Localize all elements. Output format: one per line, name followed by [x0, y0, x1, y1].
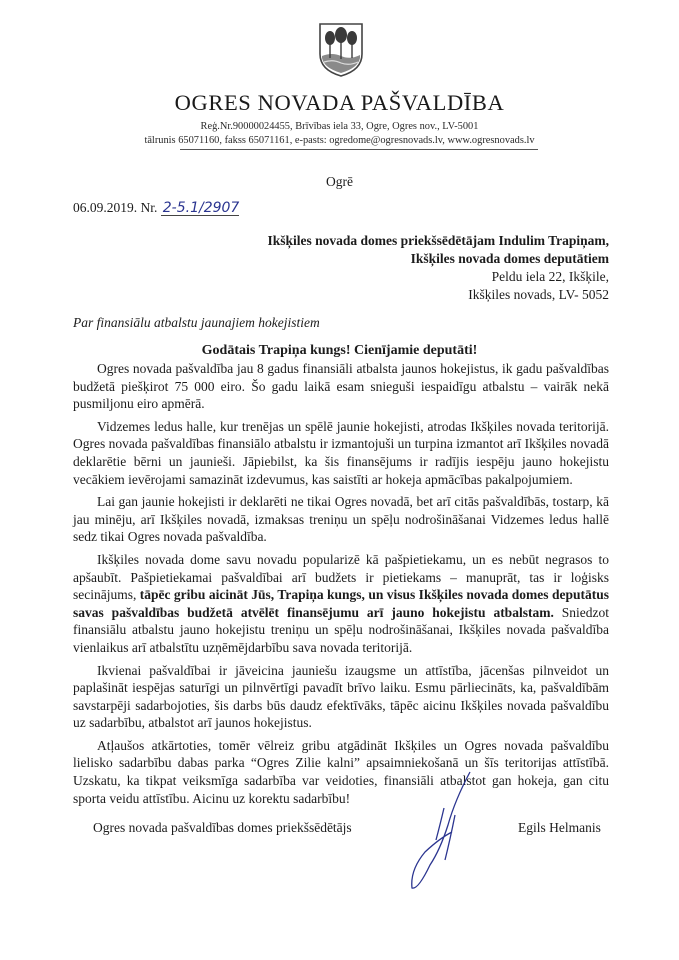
body-paragraph: Ikvienai pašvaldībai ir jāveicina jauniešu izaugsme un attīstība, jācenšas pilnveidot un paplašināt iespējas saturīgi un pilnvērtīgi pavadīt brīvo laiku. Esmu pārliecināts, ka, pašvaldībām savstarpēji sadarbojoties, šis darbs būs daudz efektīvāks, tāpēc aicinu Ikšķiles novada pašvaldību uz sadarbību, atbalstot arī jaunos hokejistus. — [73, 662, 609, 731]
signatory-title: Ogres novada pašvaldības domes priekšsēdētājs — [93, 820, 352, 835]
signatory-name: Egils Helmanis — [518, 820, 601, 835]
organization-name: OGRES NOVADA PAŠVALDĪBA — [174, 90, 505, 115]
registration-number: 2-5.1/2907 — [162, 200, 240, 216]
addressee-address: Ikšķiles novads, LV- 5052 — [468, 287, 609, 302]
letter-city: Ogrē — [326, 174, 353, 189]
date-and-number — [73, 200, 239, 216]
addressee-line: Ikšķiles novada domes priekšsēdētājam Indulim Trapiņam, — [267, 233, 609, 248]
letter-body — [73, 360, 609, 812]
paragraph-text: Sniedzot finansiālu atbalstu jauno hokejistu treniņu un spēļu nodrošināšanai, Ikšķiles novada pašvaldība vienlaikus arī atbalstītu uzņēmējdarbību sava novada teritorijā. — [73, 604, 609, 655]
body-paragraph — [73, 551, 609, 657]
letter-greeting: Godātais Trapiņa kungs! Cienījamie deputāti! — [201, 343, 478, 358]
coat-of-arms-icon — [318, 22, 364, 78]
addressee-address: Peldu iela 22, Ikšķile, — [491, 269, 609, 284]
contact-line: tālrunis 65071160, fakss 65071161, e-pasts: ogredome@ogresnovads.lv, www.ogresnovads.lv — [144, 135, 535, 146]
registration-line: Reģ.Nr.90000024455, Brīvības iela 33, Ogre, Ogres nov., LV-5001 — [200, 121, 479, 132]
letter-date: 06.09.2019. Nr. — [73, 200, 158, 215]
handwritten-signature-icon — [400, 770, 480, 900]
addressee-block — [267, 232, 609, 304]
emphasized-request: tāpēc gribu aicināt Jūs, Trapiņa kungs, un visus Ikšķiles novada domes deputātus savas pašvaldības budžetā atvēlēt finansējumu arī jauno hokejistu atbalstam. — [73, 587, 609, 620]
paragraph-text: Ikšķiles novada dome savu novadu popularizē kā pašpietiekamu, un es nebūt negrasos to apšaubīt. Pašpietiekamai pašvaldībai arī budžets ir pietiekams – manuprāt, tas ir loģisks secinājums, — [73, 551, 609, 603]
body-paragraph: Vidzemes ledus halle, kur trenējas un spēlē jaunie hokejisti, atrodas Ikšķiles novada teritorijā. Ogres novada pašvaldības finansiālo atbalstu ir izmantojuši un turpina izmantot arī Ikšķiles novadā deklarētie bērni un jaunieši. Jāpiebilst, ka šis finansējums ir radījis iespēju jauno hokejistu vecākiem ievērojami samazināt izdevumus, kas saistīti ar hokeja apmācības pakalpojumiem. — [73, 418, 609, 487]
body-paragraph: Lai gan jaunie hokejisti ir deklarēti ne tikai Ogres novadā, bet arī citās pašvaldībās, tostarp, kā jau minēju, arī Ikšķiles novadā, izmaksas treniņu un spēļu nodrošināšanai Vidzemes ledus hallē sedz tikai Ogres novada pašvaldība. — [73, 494, 609, 545]
addressee-line: Ikšķiles novada domes deputātiem — [410, 251, 609, 266]
body-paragraph: Atļaušos atkārtoties, tomēr vēlreiz gribu atgādināt Ikšķiles un Ogres novada pašvaldību lielisko sadarbību dabas parka “Ogres Zilie kalni” apsaimniekošanā un šīs teritorijas attīstībā. Uzskatu, ka tikpat veiksmīga sadarbība var veidoties, finansiāli atbalstot gan hokeja, gan citu sporta veidu attīstību. Aicinu uz korektu sadarbību! — [73, 737, 609, 806]
body-paragraph: Ogres novada pašvaldība jau 8 gadus finansiāli atbalsta jaunos hokejistus, ik gadu pašvaldības budžetā piešķirot 75 000 eiro. Šo gadu laikā esam snieguši iespaidīgu atbalstu – vairāk nekā pusmiljonu eiro apmērā. — [73, 361, 609, 412]
header-divider — [180, 149, 538, 150]
letter-subject: Par finansiālu atbalstu jaunajiem hokejistiem — [73, 315, 320, 330]
